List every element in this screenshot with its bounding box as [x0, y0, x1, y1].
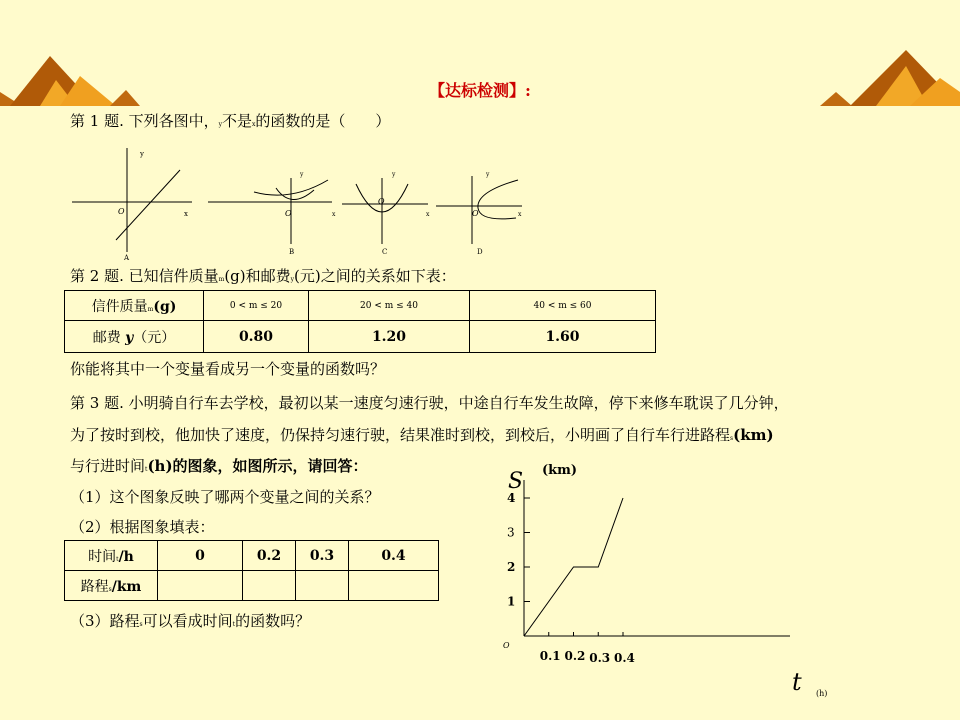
q3-time-4: 0.4 [349, 541, 439, 571]
q3-time-2: 0.2 [243, 541, 296, 571]
q2-value-1: 0.80 [204, 321, 309, 353]
x-axis-unit: (h) [816, 689, 828, 698]
q3-row1-head: 时间t/h [65, 541, 158, 571]
graph-c-y-label: y [392, 171, 396, 178]
graph-c [342, 171, 430, 256]
q3-row2-head: 路程s/km [65, 571, 158, 601]
graph-b-origin: O [285, 209, 292, 218]
distance-time-chart [490, 460, 850, 700]
q2-range-1: 0 < m ≤ 20 [204, 291, 309, 321]
q3-sub1: （1）这个图象反映了哪两个变量之间的关系？ [70, 488, 380, 506]
y-axis-unit: (km) [542, 463, 578, 478]
q2-value-2: 1.20 [309, 321, 470, 353]
graph-a-y-label: y [140, 150, 144, 158]
q2-value-3: 1.60 [470, 321, 656, 353]
chart-origin: O [503, 641, 510, 650]
x-axis-label: t [792, 668, 802, 696]
q1-text: 第 1 题. 下列各图中，y不是x的函数的是（ ） [70, 112, 391, 130]
y-tick-label-3: 3 [507, 525, 515, 540]
q2-text: 第 2 题. 已知信件质量m(g)和邮费y(元)之间的关系如下表： [70, 267, 456, 285]
graph-b-y-label: y [300, 171, 304, 178]
x-tick-label-2: 0.2 [564, 649, 586, 663]
y-tick-label-2: 2 [507, 560, 516, 574]
x-tick-label-4: 0.4 [614, 651, 635, 665]
x-tick-label-3: 0.3 [589, 651, 611, 665]
graph-d-y-label: y [486, 171, 490, 178]
graph-b-x-label: x [332, 211, 336, 218]
q3-time-1: 0 [158, 541, 243, 571]
q3-sub3: （3）路程s可以看成时间t的函数吗？ [70, 612, 311, 630]
page-title: 【达标检测】: [429, 81, 531, 100]
graph-c-letter: C [382, 248, 388, 256]
series-line [524, 498, 623, 636]
q1-graphs [60, 140, 540, 260]
q2-range-2: 20 < m ≤ 40 [309, 291, 470, 321]
graph-a [72, 148, 192, 260]
x-tick-label-1: 0.1 [539, 649, 561, 663]
graph-b-letter: B [289, 248, 295, 256]
y-tick-label-4: 4 [507, 491, 516, 505]
q3-line2: 为了按时到校，他加快了速度，仍保持匀速行驶，结果准时到校，到校后，小明画了自行车行进路程s(km) [70, 426, 774, 444]
graph-d [436, 171, 522, 256]
y-tick-label-1: 1 [507, 594, 516, 609]
q2-question: 你能将其中一个变量看成另一个变量的函数吗？ [70, 360, 386, 378]
q2-table [64, 290, 656, 353]
q3-line1: 第 3 题. 小明骑自行车去学校，最初以某一速度匀速行驶，中途自行车发生故障，停下来修车耽误了几分钟， [70, 394, 789, 412]
graph-c-x-label: x [426, 211, 430, 218]
graph-a-origin: O [118, 207, 125, 216]
graph-b [208, 171, 336, 256]
q3-blank-1[interactable] [158, 571, 243, 601]
graph-d-origin: O [472, 209, 479, 218]
graph-d-letter: D [477, 248, 483, 256]
q2-row1-head: 信件质量m(g) [65, 291, 204, 321]
graph-a-x-label: x [184, 210, 188, 218]
q2-row2-head: 邮费 y（元） [65, 321, 204, 353]
graph-d-x-label: x [518, 211, 522, 218]
q3-blank-2[interactable] [243, 571, 296, 601]
q3-blank-4[interactable] [349, 571, 439, 601]
q2-range-3: 40 < m ≤ 60 [470, 291, 656, 321]
graph-c-origin: O [378, 197, 385, 206]
y-axis-label: S [508, 469, 524, 494]
q3-sub2: （2）根据图象填表： [70, 518, 215, 536]
q3-blank-3[interactable] [296, 571, 349, 601]
q3-line3: 与行进时间t(h)的图象，如图所示，请回答： [70, 457, 368, 475]
graph-a-letter: A [124, 254, 130, 260]
q3-table [64, 540, 439, 601]
q3-time-3: 0.3 [296, 541, 349, 571]
